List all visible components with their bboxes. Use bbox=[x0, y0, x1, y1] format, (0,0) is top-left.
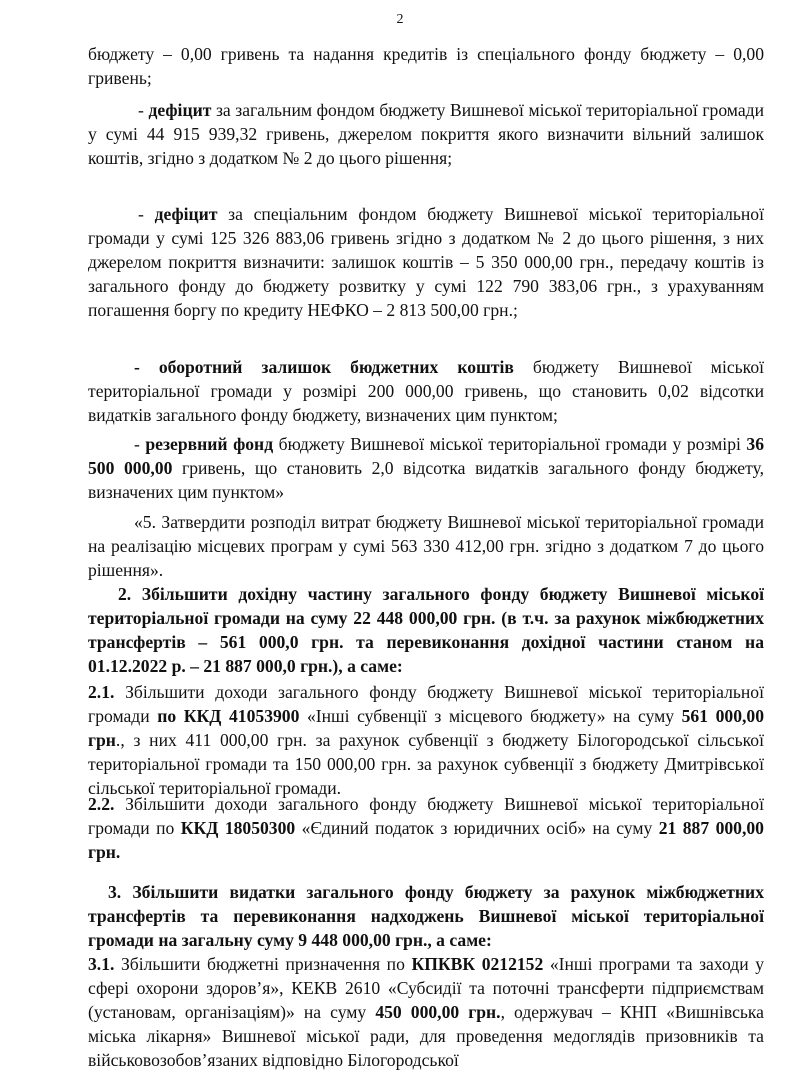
amount: 21 887 000,00 грн. bbox=[88, 818, 764, 862]
kkd-code: по ККД 41053900 bbox=[157, 706, 300, 726]
term-reserve-fund: резервний фонд bbox=[145, 434, 274, 454]
amount: 561 000,00 грн bbox=[88, 706, 764, 750]
reserve-fund-text: бюджету Вишневої міської територіальної громади у розмірі bbox=[273, 434, 747, 454]
term-deficit: дефіцит bbox=[154, 204, 218, 224]
reserve-fund-amount: 36 500 000,00 bbox=[88, 434, 764, 478]
deficit-general-text: за загальним фондом бюджету Вишневої міської територіальної громади у сумі 44 915 939,32 гривень, джерелом покриття якого визначити вільний залишок коштів, згідно з додатком № 2 до цього рішення; bbox=[88, 100, 764, 168]
paragraph-item-5: «5. Затвердити розподіл витрат бюджету Вишневої міської територіальної громади на реалізацію місцевих програм у сумі 563 330 412,00 грн. згідно з додатком 7 до цього рішення». bbox=[88, 512, 764, 580]
paragraph-deficit-special bbox=[88, 202, 764, 322]
working-balance-text: бюджету Вишневої міської територіальної громади у розмірі 200 000,00 гривень, що становить 0,02 відсотки видатків загального фонду бюджету, визначених цим пунктом; bbox=[88, 357, 765, 425]
item-2-1-text-2: «Інші субвенції з місцевого бюджету» на суму bbox=[299, 706, 682, 726]
item-3-1-text-3: , одержувач – КНП «Вишнівська міська лікарня» Вишневої міської ради, для проведення медоглядів призовників та військовозобов’язаних відповідно Білогородської bbox=[88, 1002, 764, 1070]
dash: - bbox=[134, 434, 146, 454]
item-2-1-text-3: ., з них 411 000,00 грн. за рахунок субвенції з бюджету Білогородської сільської територіальної громади та 150 000,00 грн. за рахунок субвенції з бюджету Дмитрівської сільської територіальної громади. bbox=[88, 730, 764, 798]
item-2-2-text: Збільшити доходи загального фонду бюджету Вишневої міської територіальної громади по bbox=[88, 794, 764, 838]
item-2-1 bbox=[88, 680, 764, 800]
item-2-1-text: Збільшити доходи загального фонду бюджету Вишневої міської територіальної громади bbox=[88, 682, 764, 726]
section-3-heading: 3. Збільшити видатки загального фонду бюджету за рахунок міжбюджетних трансфертів та перевиконання надходжень Вишневої міської територіальної громади на загальну суму 9 448 000,00 грн., а саме: bbox=[88, 882, 764, 950]
term-working-balance: - оборотний залишок бюджетних коштів bbox=[134, 357, 514, 377]
item-2-2-text-2: «Єдиний податок з юридичних осіб» на суму bbox=[295, 818, 659, 838]
item-number: 3.1. bbox=[88, 954, 115, 974]
page-number: 2 bbox=[396, 12, 404, 27]
item-number: 2.1. bbox=[88, 682, 115, 702]
amount: 450 000,00 грн. bbox=[375, 1002, 501, 1022]
kpkvk-code: КПКВК 0212152 bbox=[411, 954, 544, 974]
item-3-1 bbox=[88, 952, 764, 1072]
reserve-fund-text-tail: гривень, що становить 2,0 відсотка видатків загального фонду бюджету, визначених цим пунктом» bbox=[88, 458, 764, 502]
item-3-1-text: Збільшити бюджетні призначення по bbox=[114, 954, 412, 974]
item-3-1-text-2: «Інші програми та заходи у сфері охорони здоров’я», КЕКВ 2610 «Субсидії та поточні трансферти підприємствам (установам, організаціям)» на суму bbox=[88, 954, 764, 1022]
paragraph-reserve-fund bbox=[88, 432, 764, 504]
section-2-heading: 2. Збільшити дохідну частину загального фонду бюджету Вишневої міської територіальної громади на суму 22 448 000,00 грн. (в т.ч. за рахунок міжбюджетних трансфертів – 561 000,0 грн. та перевиконання дохідної частини станом на 01.12.2022 р. – 21 887 000,0 грн.), а саме: bbox=[88, 584, 764, 676]
paragraph-deficit-general bbox=[88, 98, 764, 170]
kkd-code: ККД 18050300 bbox=[180, 818, 296, 838]
paragraph-fund-tail: бюджету – 0,00 гривень та надання кредитів із спеціального фонду бюджету – 0,00 гривень; bbox=[88, 44, 764, 88]
dash: - bbox=[138, 204, 155, 224]
deficit-special-text: за спеціальним фондом бюджету Вишневої міської територіальної громади у сумі 125 326 883,06 гривень згідно з додатком № 2 до цього рішення, з них джерелом покриття визначити: залишок коштів – 5 350 000,00 грн., передачу коштів із загального фонду до бюджету розвитку у сумі 122 790 383,06 грн., з урахуванням погашення боргу по кредиту НЕФКО – 2 813 500,00 грн.; bbox=[88, 204, 764, 320]
item-2-2 bbox=[88, 792, 764, 864]
dash: - bbox=[138, 100, 149, 120]
item-number: 2.2. bbox=[88, 794, 115, 814]
paragraph-working-balance bbox=[88, 355, 764, 427]
term-deficit: дефіцит bbox=[148, 100, 212, 120]
